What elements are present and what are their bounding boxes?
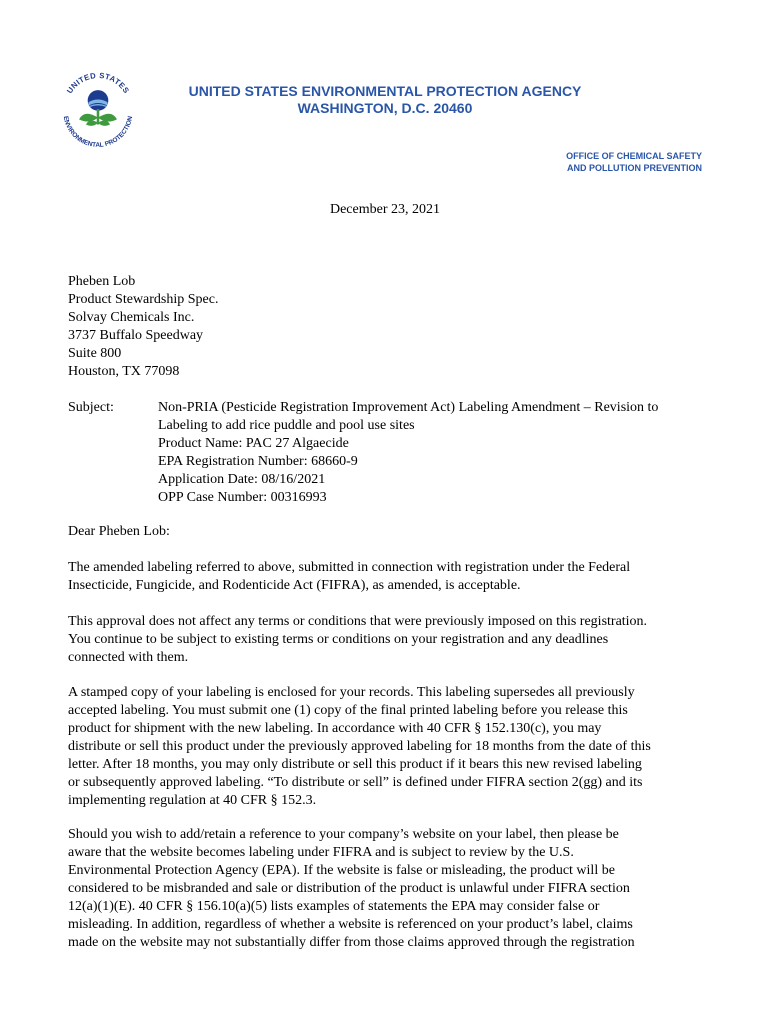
subject-line: Application Date: 08/16/2021 <box>158 472 326 487</box>
subject-block <box>158 399 713 507</box>
paragraph-line: or subsequently approved labeling. “To distribute or sell” is defined under FIFRA section 2(gg) and its <box>68 775 643 790</box>
seal-text-bottom: ENVIRONMENTAL PROTECTION <box>61 115 135 149</box>
paragraph-line: Insecticide, Fungicide, and Rodenticide Act (FIFRA), as amended, is acceptable. <box>68 578 521 593</box>
letter-date: December 23, 2021 <box>329 202 441 217</box>
agency-name: UNITED STATES ENVIRONMENTAL PROTECTION AGENCY <box>188 83 582 99</box>
recipient-company: Solvay Chemicals Inc. <box>68 310 195 325</box>
paragraph-line: 12(a)(1)(E). 40 CFR § 156.10(a)(5) lists examples of statements the EPA may consider false or <box>68 899 600 914</box>
paragraph-line: letter. After 18 months, you may only distribute or sell this product if it bears this new revised labeling <box>68 757 642 772</box>
recipient-name: Pheben Lob <box>68 274 136 289</box>
office-line-1: OFFICE OF CHEMICAL SAFETY <box>566 151 702 161</box>
epa-seal-logo <box>55 66 141 152</box>
paragraph-line: You continue to be subject to existing terms or conditions on your registration and any deadlines <box>68 632 609 647</box>
recipient-city: Houston, TX 77098 <box>68 364 180 379</box>
subject-line: OPP Case Number: 00316993 <box>158 490 327 505</box>
paragraph-line: Should you wish to add/retain a reference to your company’s website on your label, then please be <box>68 827 619 842</box>
recipient-address <box>68 273 218 381</box>
office-line-2: AND POLLUTION PREVENTION <box>566 163 702 173</box>
subject-line: EPA Registration Number: 68660-9 <box>158 454 358 469</box>
paragraph-line: A stamped copy of your labeling is enclosed for your records. This labeling supersedes all previously <box>68 685 635 700</box>
paragraph-line: This approval does not affect any terms or conditions that were previously imposed on this registration. <box>68 614 648 629</box>
paragraph-line: distribute or sell this product under the previously approved labeling for 18 months from the date of this <box>68 739 651 754</box>
paragraph-line: misleading. In addition, regardless of whether a website is referenced on your product’s label, claims <box>68 917 633 932</box>
subject-line: Product Name: PAC 27 Algaecide <box>158 436 349 451</box>
paragraph-line: Environmental Protection Agency (EPA). If the website is false or misleading, the product will be <box>68 863 615 878</box>
salutation: Dear Pheben Lob: <box>68 524 170 539</box>
paragraph-line: made on the website may not substantially differ from those claims approved through the registration <box>68 935 635 950</box>
body-paragraph-terms <box>68 613 708 667</box>
recipient-suite: Suite 800 <box>68 346 122 361</box>
paragraph-line: product for shipment with the new labeling. In accordance with 40 CFR § 152.130(c), you may <box>68 721 602 736</box>
paragraph-line: implementing regulation at 40 CFR § 152.3. <box>68 793 317 808</box>
paragraph-line: connected with them. <box>68 650 189 665</box>
subject-line: Non-PRIA (Pesticide Registration Improvement Act) Labeling Amendment – Revision to <box>158 400 659 415</box>
agency-heading <box>140 83 630 117</box>
subject-label: Subject: <box>68 400 114 415</box>
seal-text-top: UNITED STATES <box>64 70 132 96</box>
paragraph-line: aware that the website becomes labeling under FIFRA and is subject to review by the U.S. <box>68 845 574 860</box>
office-heading <box>566 150 702 174</box>
body-paragraph-approval <box>68 559 708 595</box>
recipient-street: 3737 Buffalo Speedway <box>68 328 204 343</box>
body-paragraph-labeling <box>68 684 708 810</box>
paragraph-line: The amended labeling referred to above, submitted in connection with registration under the Federal <box>68 560 631 575</box>
subject-line: Labeling to add rice puddle and pool use sites <box>158 418 415 433</box>
paragraph-line: considered to be misbranded and sale or distribution of the product is unlawful under FIFRA section <box>68 881 630 896</box>
paragraph-line: accepted labeling. You must submit one (1) copy of the final printed labeling before you release this <box>68 703 628 718</box>
recipient-title: Product Stewardship Spec. <box>68 292 219 307</box>
agency-location: WASHINGTON, D.C. 20460 <box>297 100 473 116</box>
body-paragraph-website <box>68 826 708 952</box>
